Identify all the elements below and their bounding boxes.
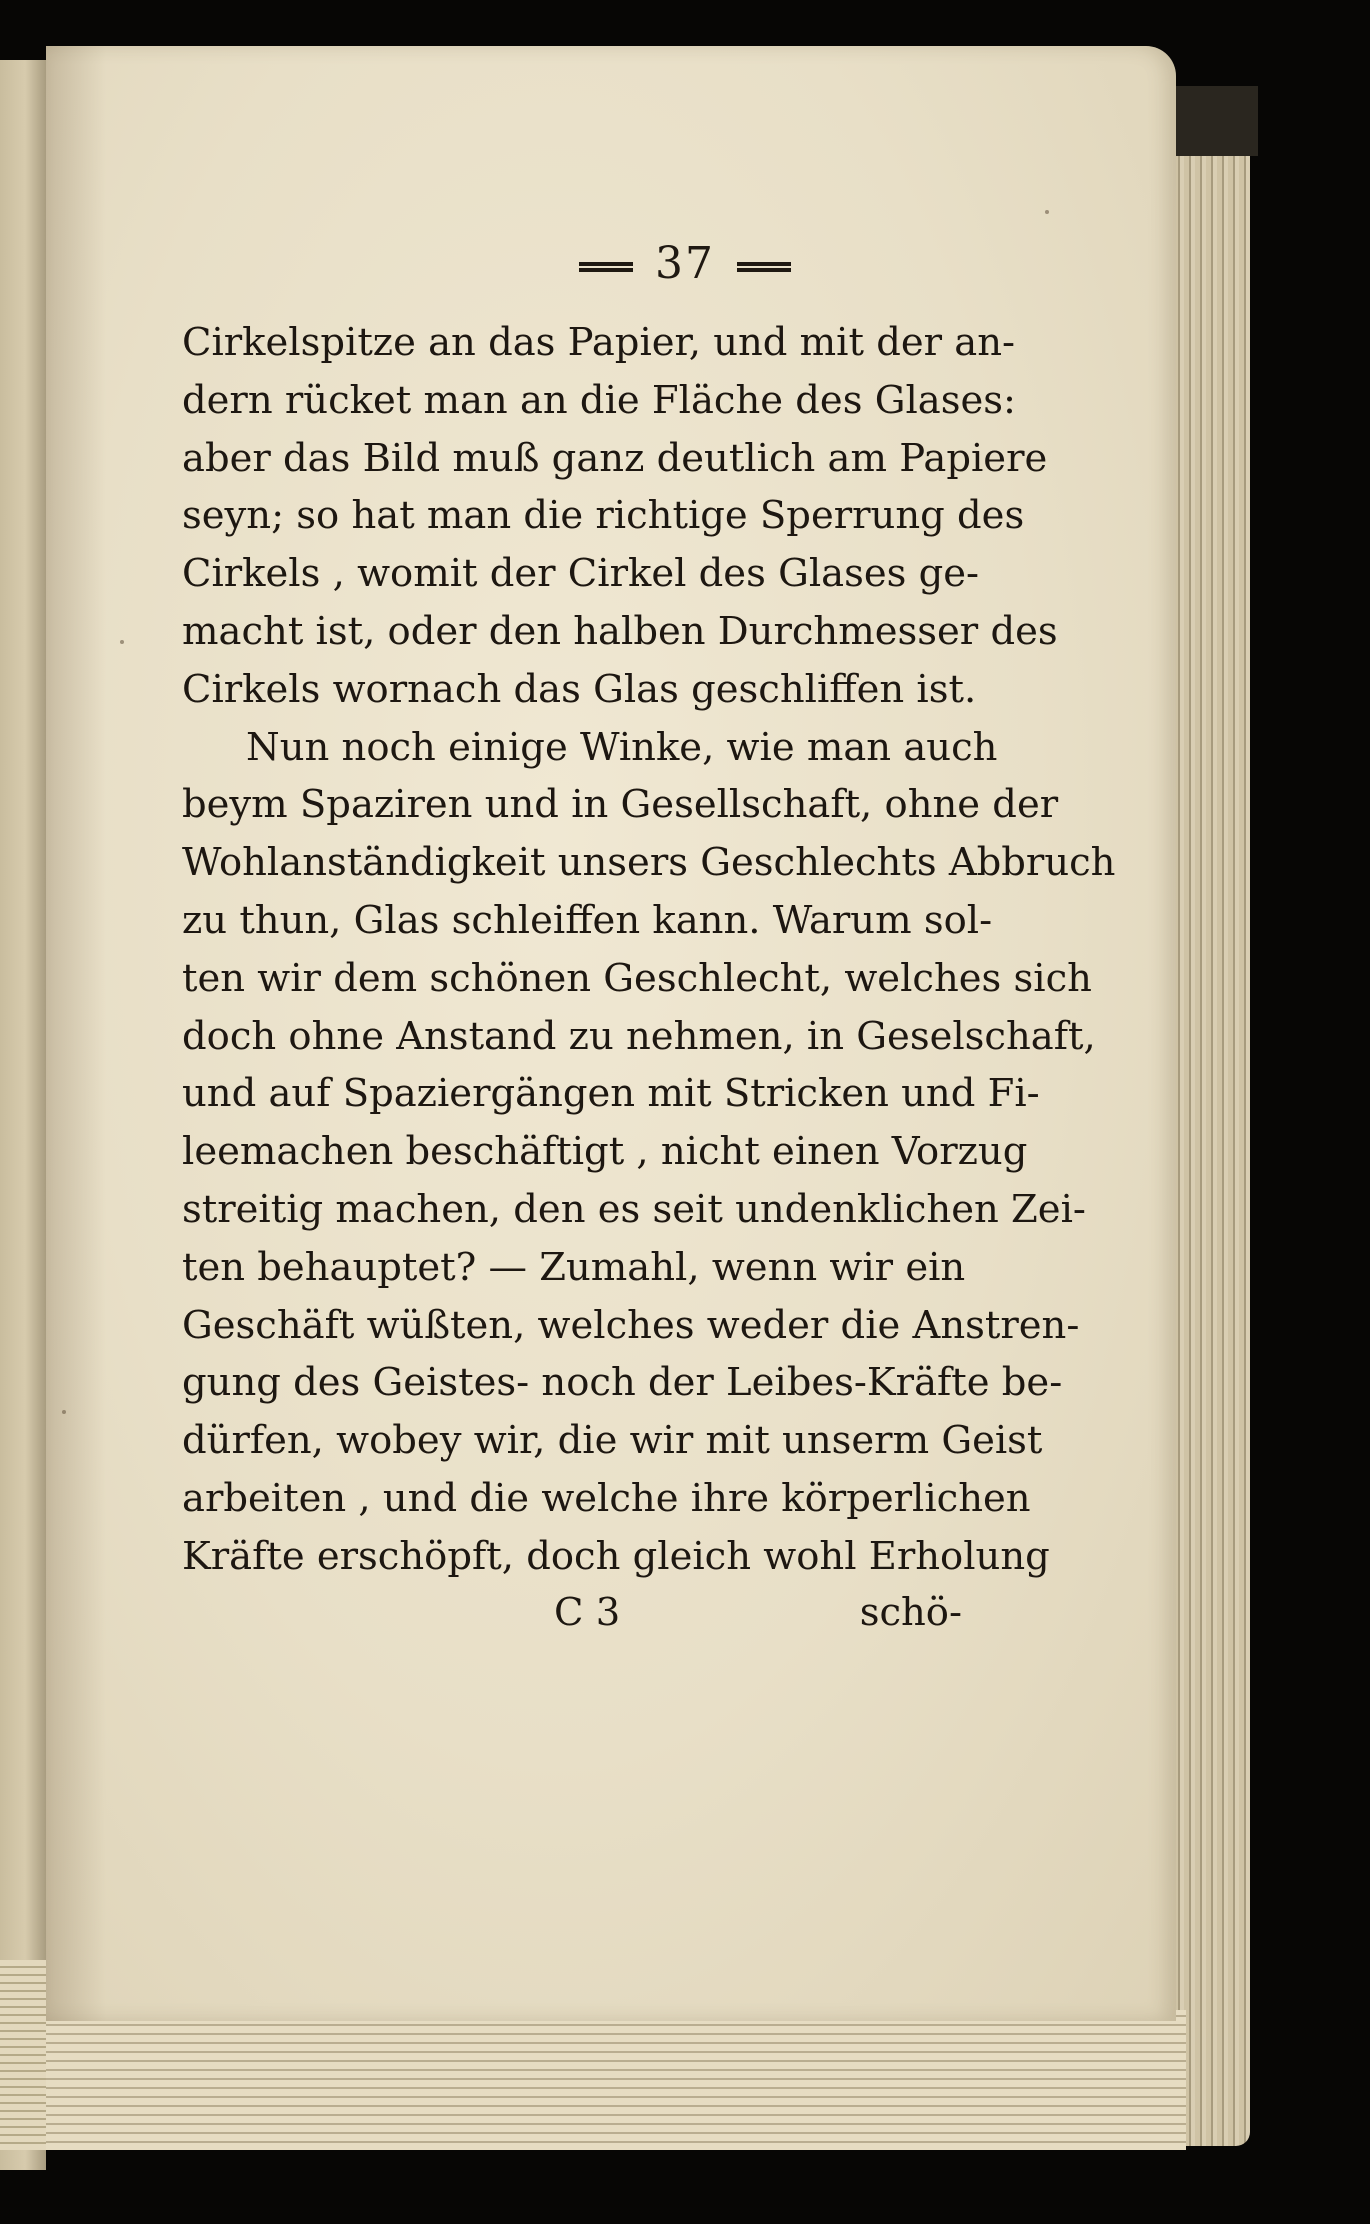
text-line: Cirkels , womit der Cirkel des Glases ge-: [182, 551, 980, 597]
paper-speck: [120, 640, 124, 644]
text-line: aber das Bild muß ganz deutlich am Papiere: [182, 435, 1048, 481]
page-footer: [182, 1590, 962, 1650]
text-line: dürfen, wobey wir, die wir mit unserm Geist: [182, 1418, 1043, 1464]
header-rule-right: [737, 262, 791, 272]
bottom-page-edges: [46, 2010, 1186, 2150]
page-header: [0, 238, 1370, 289]
text-line: dern rücket man an die Fläche des Glases:: [182, 377, 1016, 423]
text-line: Cirkelspitze an das Papier, und mit der an-: [182, 320, 1016, 365]
text-line: Cirkels wornach das Glas geschliffen ist.: [182, 666, 977, 712]
text-line: streitig machen, den es seit undenklichen Zei-: [182, 1186, 1086, 1232]
text-line: Wohlanständigkeit unsers Geschlechts Abbruch: [182, 840, 1116, 886]
text-line: beym Spaziren und in Gesellschaft, ohne der: [182, 782, 1059, 828]
catchword: schö-: [859, 1590, 962, 1635]
body-text: [182, 314, 1116, 1586]
gutter-shadow: [46, 46, 106, 2021]
text-line: macht ist, oder den halben Durchmesser des: [182, 608, 1058, 654]
header-rule-left: [579, 262, 633, 272]
facing-page-edge: [0, 60, 46, 2170]
text-line: zu thun, Glas schleiffen kann. Warum sol-: [182, 897, 993, 943]
text-line: Geschäft wüßten, welches weder die Anstren-: [182, 1302, 1080, 1348]
text-line: und auf Spaziergängen mit Stricken und Fi-: [182, 1071, 1040, 1117]
text-line: doch ohne Anstand zu nehmen, in Geselschaft,: [182, 1013, 1096, 1059]
text-line: Nun noch einige Winke, wie man auch: [246, 724, 998, 770]
text-line: gung des Geistes- noch der Leibes-Kräfte be-: [182, 1360, 1063, 1406]
page-number: 37: [655, 238, 715, 289]
text-line: seyn; so hat man die richtige Sperrung des: [182, 493, 1025, 539]
paper-speck: [1045, 210, 1049, 214]
paper-speck: [62, 1410, 66, 1414]
text-line: ten behauptet? — Zumahl, wenn wir ein: [182, 1244, 966, 1290]
text-line: Kräfte erschöpft, doch gleich wohl Erholung: [182, 1533, 1050, 1579]
signature-mark: C 3: [554, 1590, 621, 1635]
facing-page-bottom-edge: [0, 1960, 46, 2150]
text-line: arbeiten , und die welche ihre körperlichen: [182, 1475, 1031, 1521]
text-line: leemachen beschäftigt , nicht einen Vorzug: [182, 1129, 1028, 1175]
text-line: ten wir dem schönen Geschlecht, welches sich: [182, 955, 1092, 1001]
